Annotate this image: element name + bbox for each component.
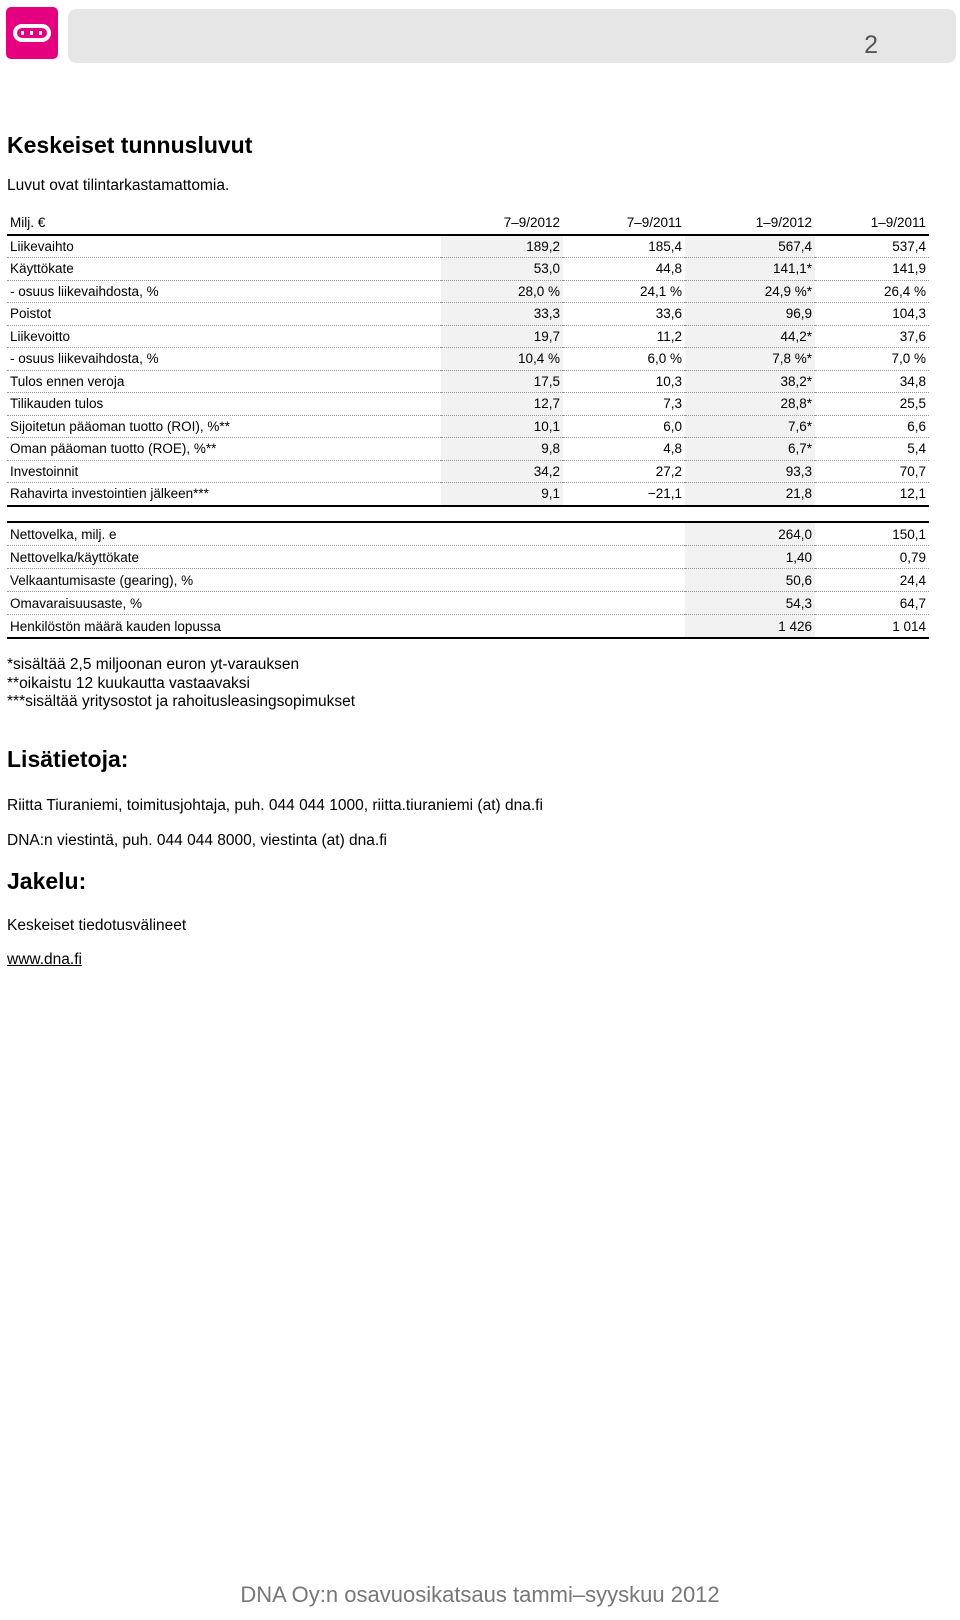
- table-row: [7, 393, 929, 416]
- footnote: ***sisältää yritysostot ja rahoitusleasingsopimukset: [7, 693, 356, 710]
- more-info-heading: Lisätietoja:: [7, 746, 129, 772]
- column-header: 1–9/2011: [815, 212, 929, 235]
- row-label: - osuus liikevaihdosta, %: [7, 280, 441, 303]
- cell: 7,6*: [685, 415, 815, 438]
- row-label: Käyttökate: [7, 258, 441, 281]
- cell: 12,7: [441, 393, 563, 416]
- cell: 24,4: [815, 569, 929, 592]
- dna-logo-icon: [11, 20, 53, 46]
- cell: 567,4: [685, 235, 815, 258]
- cell: 185,4: [563, 235, 685, 258]
- row-label: Nettovelka/käyttökate: [7, 546, 685, 569]
- cell: 7,0 %: [815, 348, 929, 371]
- table-header-row: [7, 212, 929, 235]
- row-label: Investoinnit: [7, 460, 441, 483]
- cell: 34,8: [815, 370, 929, 393]
- column-header: 1–9/2012: [685, 212, 815, 235]
- cell: 37,6: [815, 325, 929, 348]
- row-label: Nettovelka, milj. e: [7, 522, 685, 546]
- cell: 10,4 %: [441, 348, 563, 371]
- cell: 189,2: [441, 235, 563, 258]
- table-row: [7, 325, 929, 348]
- cell: 50,6: [685, 569, 815, 592]
- cell: 0,79: [815, 546, 929, 569]
- cell: 6,0 %: [563, 348, 685, 371]
- cell: 1,40: [685, 546, 815, 569]
- table-row: [7, 280, 929, 303]
- cell: 1 014: [815, 615, 929, 639]
- cell: 17,5: [441, 370, 563, 393]
- cell: 1 426: [685, 615, 815, 639]
- cell: −21,1: [563, 483, 685, 506]
- table-row: [7, 460, 929, 483]
- column-header: Milj. €: [7, 212, 441, 235]
- cell: 38,2*: [685, 370, 815, 393]
- dna-logo: [6, 7, 58, 59]
- cell: 26,4 %: [815, 280, 929, 303]
- cell: 19,7: [441, 325, 563, 348]
- distribution-text: Keskeiset tiedotusvälineet: [7, 917, 187, 934]
- row-label: Omavaraisuusaste, %: [7, 592, 685, 615]
- table-row: [7, 522, 929, 546]
- table-row: [7, 615, 929, 639]
- row-label: Henkilöstön määrä kauden lopussa: [7, 615, 685, 639]
- website-link[interactable]: www.dna.fi: [7, 951, 82, 968]
- table-row: [7, 370, 929, 393]
- cell: 44,2*: [685, 325, 815, 348]
- cell: 537,4: [815, 235, 929, 258]
- row-label: Liikevoitto: [7, 325, 441, 348]
- page-footer: DNA Oy:n osavuosikatsaus tammi–syyskuu 2012: [240, 1582, 720, 1607]
- cell: 96,9: [685, 303, 815, 326]
- row-label: - osuus liikevaihdosta, %: [7, 348, 441, 371]
- table-row: [7, 546, 929, 569]
- cell: 4,8: [563, 438, 685, 461]
- row-label: Tilikauden tulos: [7, 393, 441, 416]
- column-header: 7–9/2012: [441, 212, 563, 235]
- cell: 34,2: [441, 460, 563, 483]
- cell: 24,9 %*: [685, 280, 815, 303]
- cell: 24,1 %: [563, 280, 685, 303]
- table-row: [7, 438, 929, 461]
- cell: 70,7: [815, 460, 929, 483]
- cell: 44,8: [563, 258, 685, 281]
- cell: 64,7: [815, 592, 929, 615]
- cell: 28,0 %: [441, 280, 563, 303]
- page-number: 2: [864, 31, 878, 59]
- key-figures-table: [7, 212, 929, 507]
- table-row: [7, 592, 929, 615]
- row-label: Poistot: [7, 303, 441, 326]
- balance-figures-table: [7, 521, 929, 639]
- cell: 53,0: [441, 258, 563, 281]
- row-label: Oman pääoman tuotto (ROE), %**: [7, 438, 441, 461]
- cell: 21,8: [685, 483, 815, 506]
- table-row: [7, 303, 929, 326]
- cell: 7,3: [563, 393, 685, 416]
- row-label: Tulos ennen veroja: [7, 370, 441, 393]
- row-label: Sijoitetun pääoman tuotto (ROI), %**: [7, 415, 441, 438]
- cell: 141,1*: [685, 258, 815, 281]
- cell: 10,1: [441, 415, 563, 438]
- footnote: *sisältää 2,5 miljoonan euron yt-varauksen: [7, 656, 300, 673]
- cell: 93,3: [685, 460, 815, 483]
- cell: 6,7*: [685, 438, 815, 461]
- cell: 6,0: [563, 415, 685, 438]
- cell: 104,3: [815, 303, 929, 326]
- cell: 12,1: [815, 483, 929, 506]
- cell: 264,0: [685, 522, 815, 546]
- cell: 28,8*: [685, 393, 815, 416]
- cell: 54,3: [685, 592, 815, 615]
- cell: 141,9: [815, 258, 929, 281]
- cell: 33,3: [441, 303, 563, 326]
- contact-ceo: Riitta Tiuraniemi, toimitusjohtaja, puh. 044 044 1000, riitta.tiuraniemi (at) dna.fi: [7, 797, 543, 814]
- table-row: [7, 235, 929, 258]
- cell: 9,8: [441, 438, 563, 461]
- cell: 10,3: [563, 370, 685, 393]
- table-row: [7, 258, 929, 281]
- intro-text: Luvut ovat tilintarkastamattomia.: [7, 177, 230, 194]
- row-label: Rahavirta investointien jälkeen***: [7, 483, 441, 506]
- header-bar: [68, 9, 956, 63]
- page-title: Keskeiset tunnusluvut: [7, 132, 253, 158]
- cell: 7,8 %*: [685, 348, 815, 371]
- table-row: [7, 569, 929, 592]
- cell: 33,6: [563, 303, 685, 326]
- footnotes: [7, 656, 355, 712]
- cell: 27,2: [563, 460, 685, 483]
- cell: 11,2: [563, 325, 685, 348]
- table-row: [7, 415, 929, 438]
- cell: 150,1: [815, 522, 929, 546]
- cell: 9,1: [441, 483, 563, 506]
- table-row: [7, 483, 929, 506]
- row-label: Velkaantumisaste (gearing), %: [7, 569, 685, 592]
- cell: 5,4: [815, 438, 929, 461]
- contact-communications: DNA:n viestintä, puh. 044 044 8000, viestinta (at) dna.fi: [7, 832, 387, 849]
- cell: 6,6: [815, 415, 929, 438]
- footnote: **oikaistu 12 kuukautta vastaavaksi: [7, 674, 250, 692]
- row-label: Liikevaihto: [7, 235, 441, 258]
- distribution-heading: Jakelu:: [7, 868, 87, 894]
- table-row: [7, 348, 929, 371]
- column-header: 7–9/2011: [563, 212, 685, 235]
- cell: 25,5: [815, 393, 929, 416]
